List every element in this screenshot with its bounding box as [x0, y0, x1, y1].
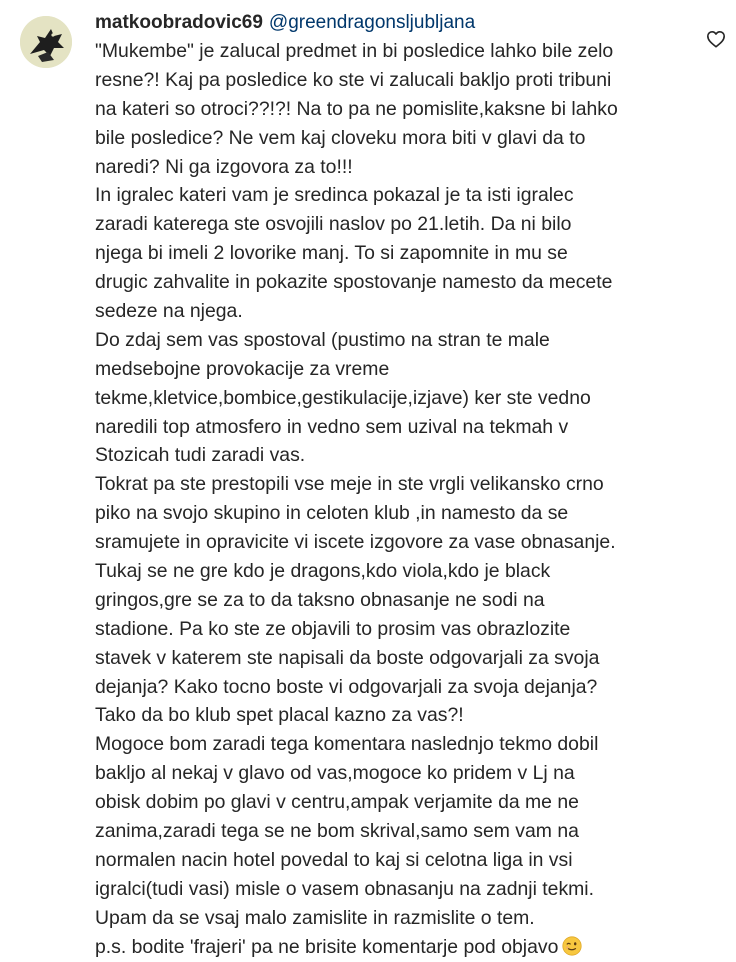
comment-text: [95, 37, 695, 962]
comment-line: [95, 297, 695, 326]
comment-line: [95, 153, 695, 182]
comment-line: [95, 730, 695, 759]
comment-line-text: Upam da se vsaj malo zamislite in razmislite o tem.: [95, 906, 535, 929]
comment-line-text: Stozicah tudi zaradi vas.: [95, 444, 306, 467]
comment-line: [95, 355, 695, 384]
comment-line-text: sedeze na njega.: [95, 300, 243, 323]
username-link[interactable]: matkoobradovic69: [95, 12, 263, 33]
comment-line-text: Mogoce bom zaradi tega komentara naslednjo tekmo dobil: [95, 733, 599, 756]
comment-line-text: normalen nacin hotel povedal to kaj si celotna liga in vsi: [95, 848, 573, 871]
comment-line-text: njega bi imeli 2 lovorike manj. To si zapomnite in mu se: [95, 242, 568, 265]
comment-line: [95, 759, 695, 788]
comment-line-text: tekme,kletvice,bombice,gestikulacije,izjave) ker ste vedno: [95, 386, 591, 409]
comment-line: [95, 210, 695, 239]
comment-line-text: naredi? Ni ga izgovora za to!!!: [95, 155, 353, 178]
comment-line: [95, 644, 695, 673]
comment-header: [95, 10, 475, 36]
comment-line-text: zaradi katerega ste osvojili naslov po 21.letih. Da ni bilo: [95, 213, 572, 236]
comment-line: [95, 413, 695, 442]
comment-line-text: igralci(tudi vasi) misle o vasem obnasanju na zadnji tekmi.: [95, 877, 594, 900]
comment-line: [95, 326, 695, 355]
comment-line-text: medsebojne provokacije za vreme: [95, 357, 390, 380]
comment-line-text: piko na svojo skupino in celoten klub ,in namesto da se: [95, 502, 569, 525]
comment-line: [95, 615, 695, 644]
comment-line: [95, 557, 695, 586]
comment-line: [95, 239, 695, 268]
comment-line: [95, 470, 695, 499]
comment-line-text: stavek v katerem ste napisali da boste odgovarjali za svoja: [95, 646, 600, 669]
comment-line-text: gringos,gre se za to da taksno obnasanje ne sodi na: [95, 588, 545, 611]
comment-line-text: Tokrat pa ste prestopili vse meje in ste vrgli velikansko crno: [95, 473, 604, 496]
comment-line-text: dejanja? Kako tocno boste vi odgovarjali za svoja dejanja?: [95, 675, 598, 698]
comment-line-text: p.s. bodite 'frajeri' pa ne brisite komentarje pod objavo: [95, 935, 559, 958]
heart-outline-icon[interactable]: [706, 30, 726, 48]
comment-line: [95, 124, 695, 153]
comment-line-text: drugic zahvalite in pokazite spostovanje namesto da mecete: [95, 271, 613, 294]
comment-line: [95, 788, 695, 817]
comment-line: [95, 441, 695, 470]
comment-line: [95, 37, 695, 66]
comment-line: [95, 673, 695, 702]
comment-line-text: Tukaj se ne gre kdo je dragons,kdo viola,kdo je black: [95, 560, 551, 583]
mention-link[interactable]: @greendragonsljubljana: [268, 12, 476, 33]
comment-line: [95, 95, 695, 124]
comment-line: [95, 701, 695, 730]
comment-line-text: obisk dobim po glavi v centru,ampak verjamite da me ne: [95, 791, 579, 814]
comment-line-text: Do zdaj sem vas spostoval (pustimo na stran te male: [95, 328, 550, 351]
comment-line-text: bakljo al nekaj v glavo od vas,mogoce ko pridem v Lj na: [95, 762, 575, 785]
comment-line-text: resne?! Kaj pa posledice ko ste vi zalucali bakljo proti tribuni: [95, 68, 612, 91]
comment-line: [95, 384, 695, 413]
comment-line: [95, 181, 695, 210]
comment-line: [95, 933, 695, 962]
comment-line-text: stadione. Pa ko ste ze objavili to prosim vas obrazlozite: [95, 617, 571, 640]
avatar[interactable]: [20, 16, 72, 68]
comment-line: [95, 904, 695, 933]
comment-line: [95, 499, 695, 528]
comment-line-text: naredili top atmosfero in vedno sem uzival na tekmah v: [95, 415, 569, 438]
comment-line-text: "Mukembe" je zalucal predmet in bi posledice lahko bile zelo: [95, 40, 614, 62]
comment-line-text: zanima,zaradi tega se ne bom skrival,samo sem vam na: [95, 820, 579, 843]
comment-line-text: In igralec kateri vam je sredinca pokazal je ta isti igralec: [95, 184, 574, 207]
dragon-avatar-icon: [20, 16, 72, 68]
comment-line: [95, 586, 695, 615]
winking-face-emoji: [562, 936, 582, 956]
comment-line-text: na kateri so otroci??!?! Na to pa ne pomislite,kaksne bi lahko: [95, 97, 618, 120]
comment-line-text: Tako da bo klub spet placal kazno za vas?!: [95, 704, 464, 727]
comment-line: [95, 875, 695, 904]
comment-line: [95, 528, 695, 557]
comment-line: [95, 268, 695, 297]
comment-line: [95, 817, 695, 846]
comment-line-text: sramujete in opravicite vi iscete izgovore za vase obnasanje.: [95, 531, 616, 554]
comment-line: [95, 846, 695, 875]
comment-line: [95, 66, 695, 95]
comment-line-text: bile posledice? Ne vem kaj cloveku mora biti v glavi da to: [95, 126, 586, 149]
